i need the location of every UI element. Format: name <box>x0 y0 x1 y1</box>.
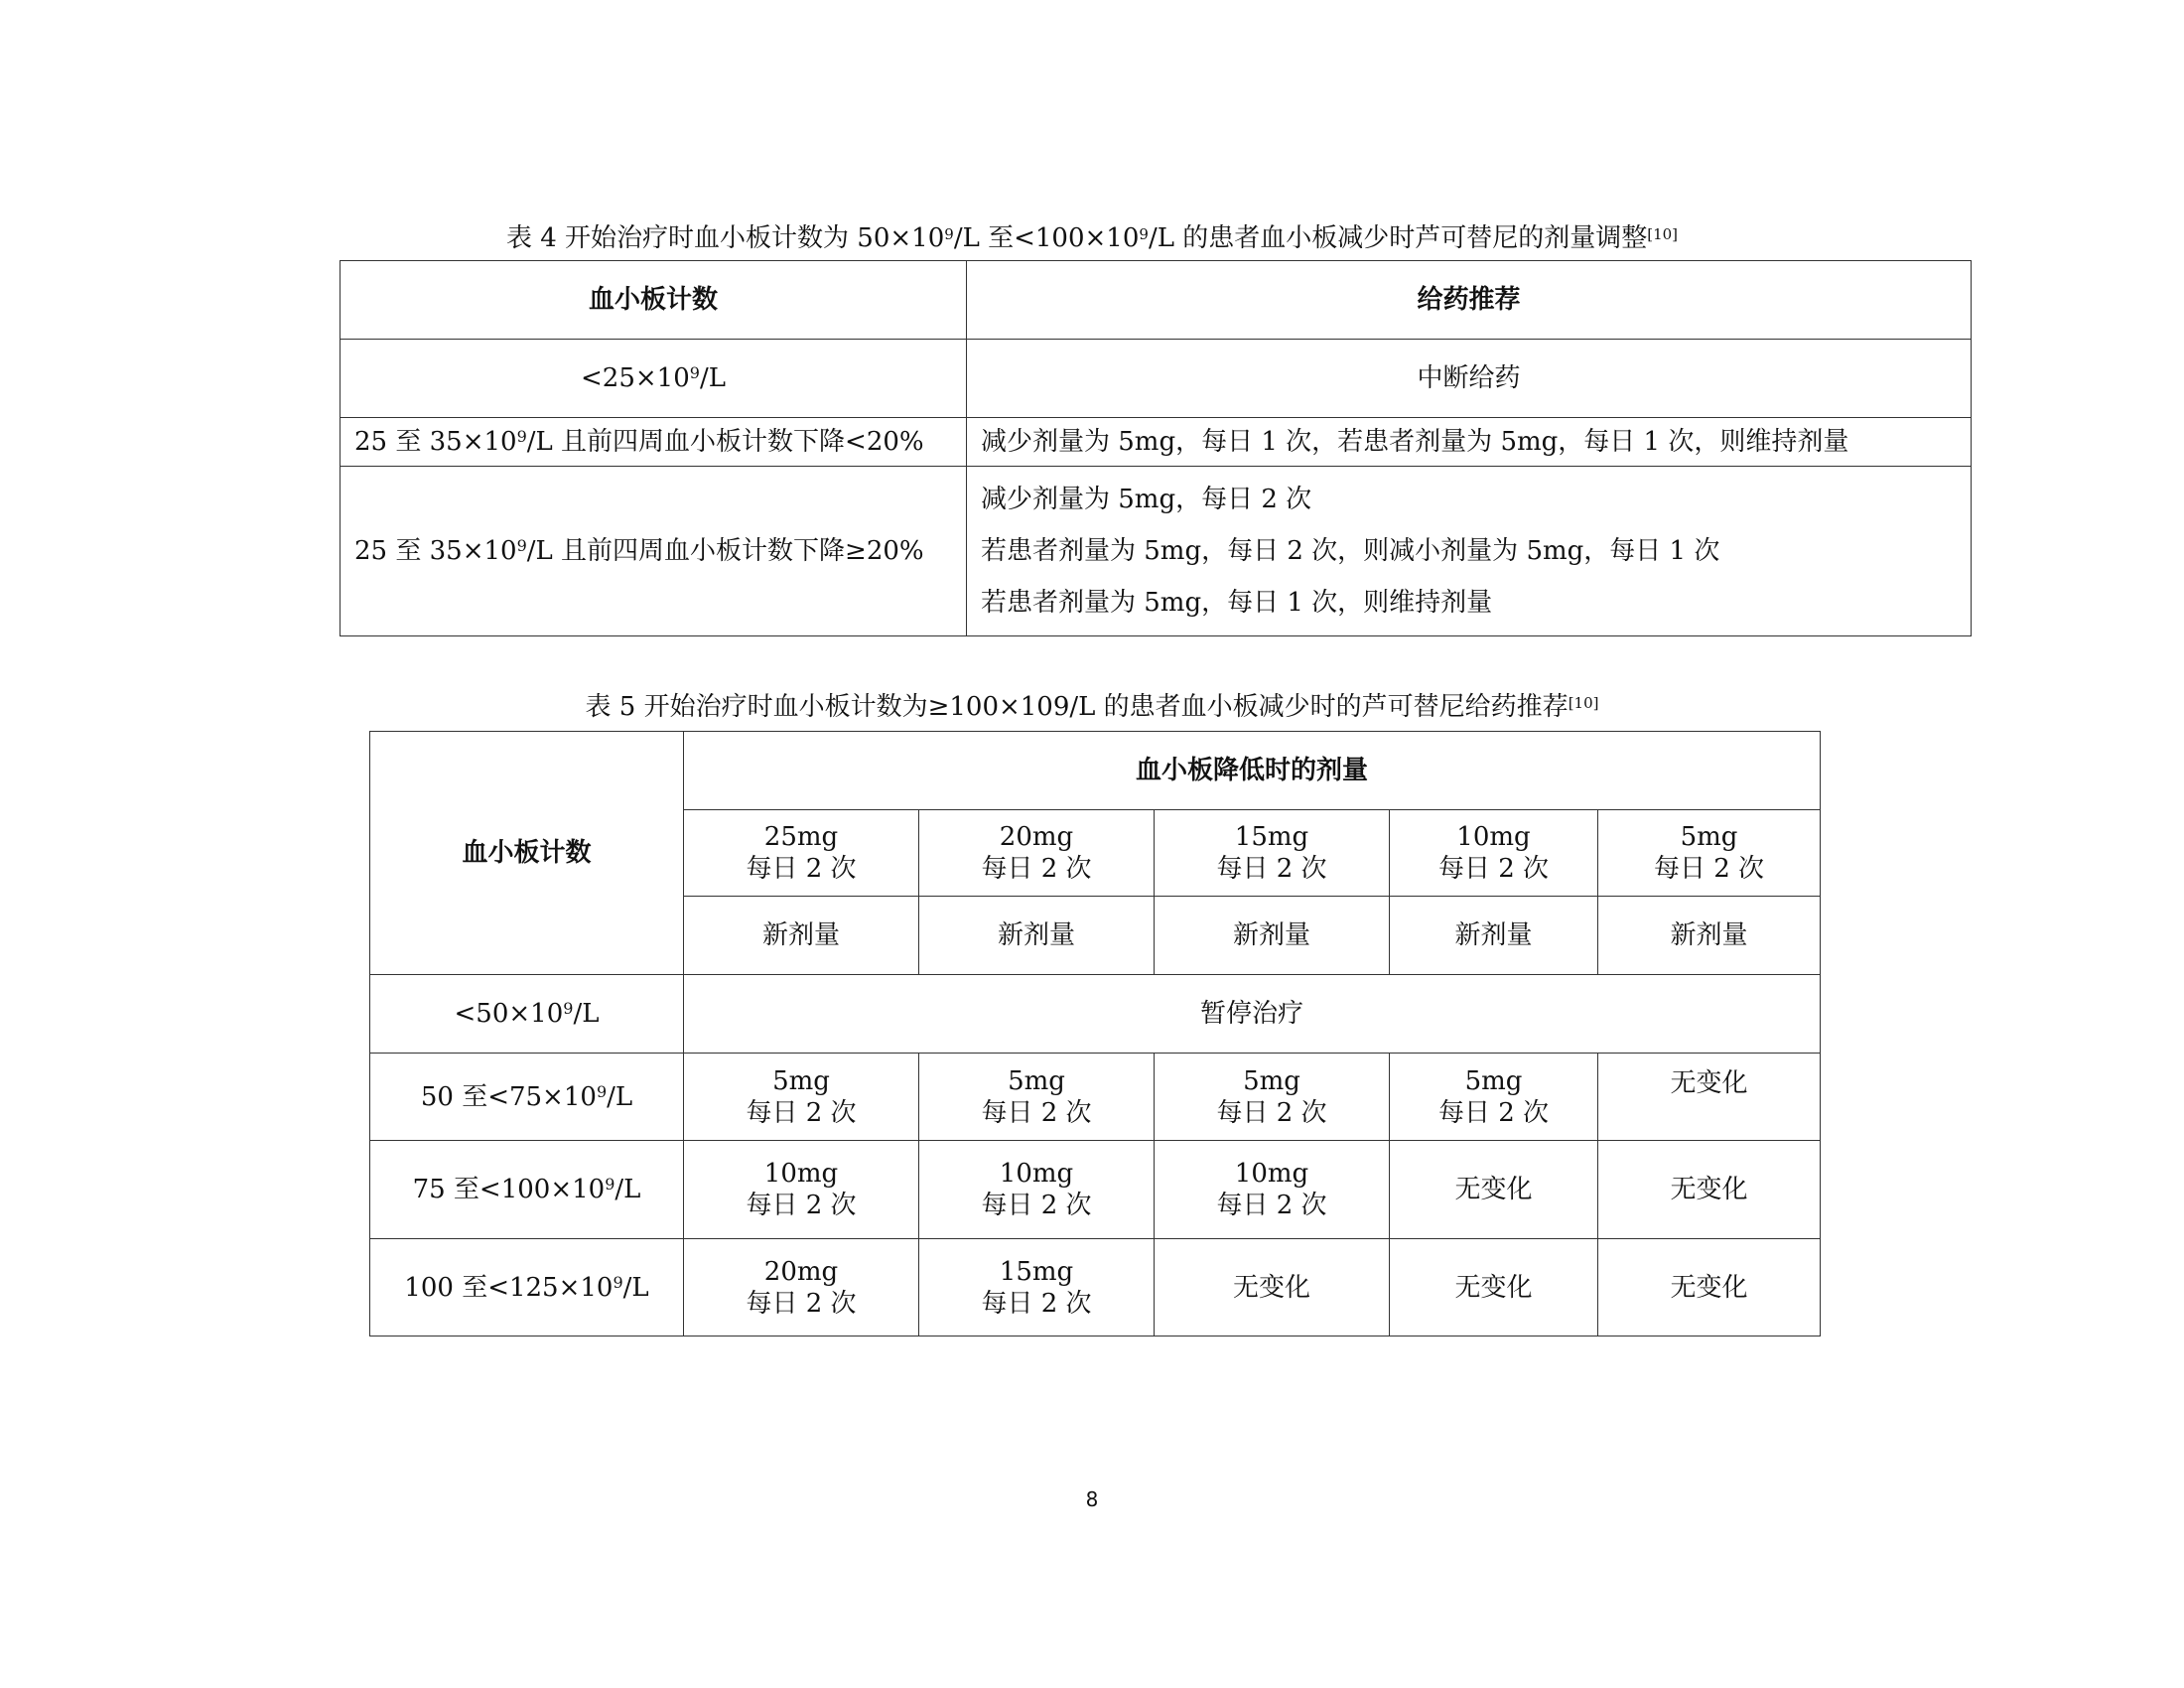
table4-count-cell: $<25\times 10^9/L$ <box>341 340 967 418</box>
table4-caption: 表 4 开始治疗时血小板计数为 $50\times 10^9/L$ 至$<100\times 10^9/L$ 的患者血小板减少时芦可替尼的剂量调整[10] <box>505 223 1679 253</box>
no-change-cell: 无变化 <box>1598 1054 1821 1141</box>
table5 <box>369 731 1821 1336</box>
table5-caption: 表 5 开始治疗时血小板计数为≥100×109/L 的患者血小板减少时的芦可替尼给药推荐[10] <box>585 692 1599 722</box>
table5-count-cell: 100 至$<125\times 10^9/L$ <box>370 1239 684 1336</box>
dose-cell: 5mg 每日 2 次 <box>1390 1054 1598 1141</box>
no-change-cell: 无变化 <box>1598 1141 1821 1239</box>
dose-cell: 10mg 每日 2 次 <box>684 1141 919 1239</box>
table-row <box>341 340 1972 418</box>
page-number: 8 <box>1085 1487 1099 1511</box>
table-row <box>370 975 1821 1054</box>
new-dose-label: 新剂量 <box>1598 897 1821 975</box>
new-dose-label: 新剂量 <box>684 897 919 975</box>
table-row <box>370 1239 1821 1336</box>
table5-count-cell: 75 至$<100\times 10^9/L$ <box>370 1141 684 1239</box>
table4-count-cell: 25 至 $35\times 10^9/L$ 且前四周血小板计数下降≥20% <box>341 467 967 636</box>
table5-count-cell: 50 至$<75\times 10^9/L$ <box>370 1054 684 1141</box>
table4-rec-cell: 减少剂量为 5mg，每日 1 次，若患者剂量为 5mg，每日 1 次，则维持剂量 <box>967 418 1972 467</box>
table4-rec-cell <box>967 467 1972 636</box>
table-row <box>341 467 1972 636</box>
rec-line: 若患者剂量为 5mg，每日 1 次，则维持剂量 <box>981 588 1493 618</box>
rec-line: 若患者剂量为 5mg，每日 2 次，则减小剂量为 5mg，每日 1 次 <box>981 536 1720 566</box>
rec-line: 减少剂量为 5mg，每日 2 次 <box>981 485 1312 514</box>
no-change-cell: 无变化 <box>1598 1239 1821 1336</box>
dose-cell: 5mg 每日 2 次 <box>684 1054 919 1141</box>
no-change-cell: 无变化 <box>1390 1141 1598 1239</box>
no-change-cell: 无变化 <box>1390 1239 1598 1336</box>
dose-col-header: 15mg 每日 2 次 <box>1155 810 1390 897</box>
dose-cell: 10mg 每日 2 次 <box>919 1141 1155 1239</box>
table-row <box>370 1141 1821 1239</box>
table4 <box>340 260 1972 636</box>
table-row <box>370 1054 1821 1141</box>
dose-cell: 10mg 每日 2 次 <box>1155 1141 1390 1239</box>
dose-col-header: 20mg 每日 2 次 <box>919 810 1155 897</box>
dose-cell: 5mg 每日 2 次 <box>919 1054 1155 1141</box>
table4-header-rec: 给药推荐 <box>967 261 1972 340</box>
table-row <box>341 418 1972 467</box>
table4-header-row <box>341 261 1972 340</box>
table5-header-count: 血小板计数 <box>370 732 684 975</box>
table5-count-cell: $<50\times 10^9/L$ <box>370 975 684 1054</box>
dose-col-header: 10mg 每日 2 次 <box>1390 810 1598 897</box>
table5-header-dose: 血小板降低时的剂量 <box>684 732 1821 810</box>
pause-treatment-cell: 暂停治疗 <box>684 975 1821 1054</box>
table4-reference: [10] <box>1647 225 1679 243</box>
no-change-cell: 无变化 <box>1155 1239 1390 1336</box>
new-dose-label: 新剂量 <box>919 897 1155 975</box>
dose-cell: 5mg 每日 2 次 <box>1155 1054 1390 1141</box>
dose-col-header: 5mg 每日 2 次 <box>1598 810 1821 897</box>
new-dose-label: 新剂量 <box>1155 897 1390 975</box>
table4-count-cell: 25 至 $35\times 10^9/L$ 且前四周血小板计数下降<20% <box>341 418 967 467</box>
new-dose-label: 新剂量 <box>1390 897 1598 975</box>
dose-col-header: 25mg 每日 2 次 <box>684 810 919 897</box>
dose-cell: 15mg 每日 2 次 <box>919 1239 1155 1336</box>
table5-reference: [10] <box>1568 694 1599 712</box>
dose-cell: 20mg 每日 2 次 <box>684 1239 919 1336</box>
table4-rec-cell: 中断给药 <box>967 340 1972 418</box>
table5-header-row <box>370 732 1821 810</box>
table4-header-count: 血小板计数 <box>341 261 967 340</box>
